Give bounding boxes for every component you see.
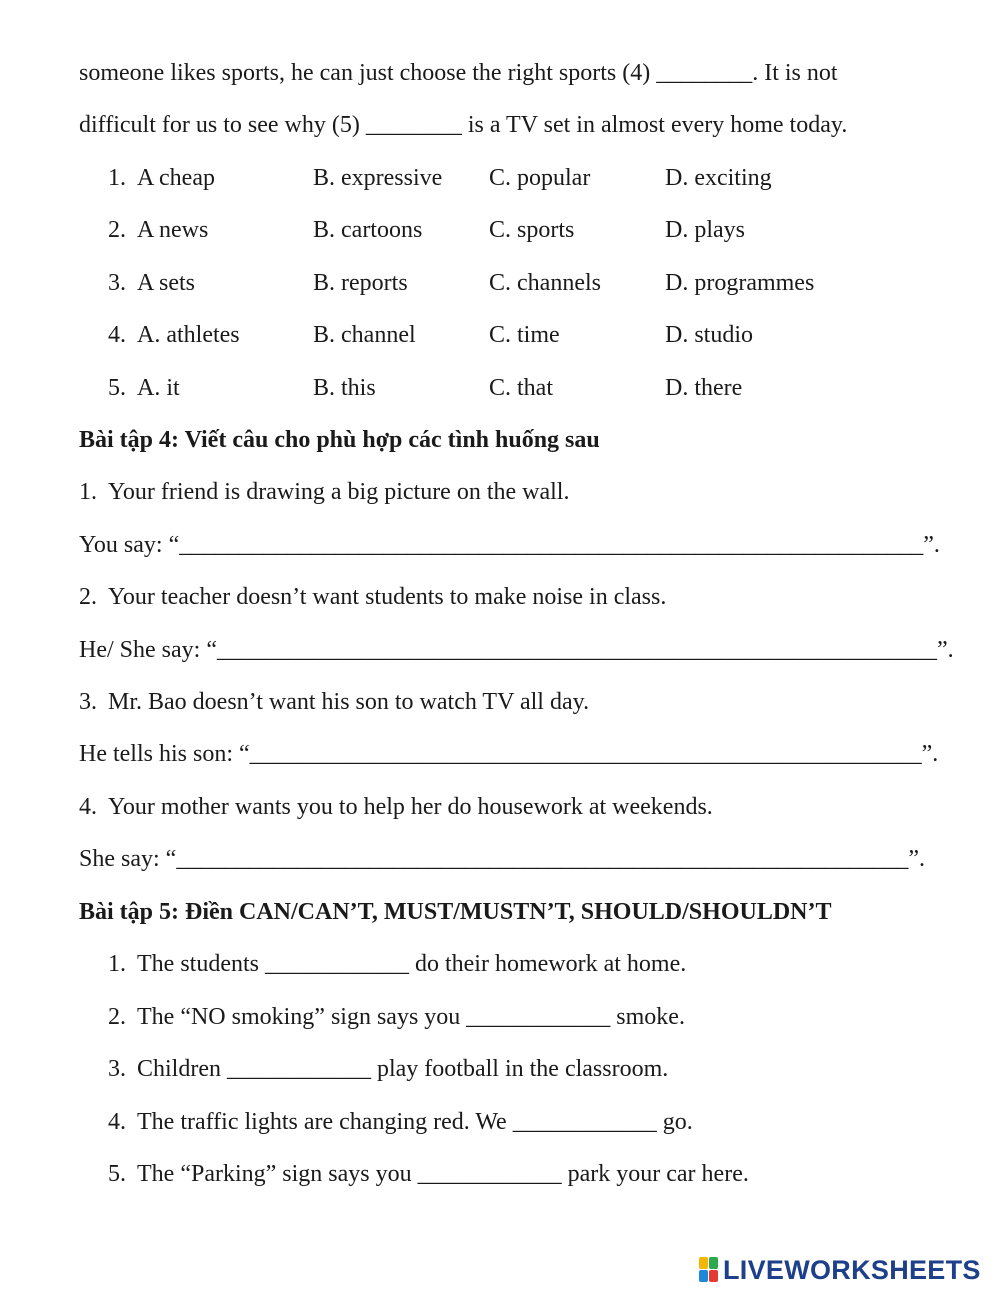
option-c: C. channels bbox=[489, 270, 601, 296]
option-d: D. there bbox=[665, 375, 743, 401]
answer-prompt[interactable]: She say: “_____________________________________________________________”. bbox=[79, 846, 925, 872]
exercise-4-item bbox=[79, 582, 666, 612]
option-row bbox=[108, 268, 815, 298]
option-number: 1. bbox=[108, 165, 126, 191]
option-number: 5. bbox=[108, 375, 126, 401]
item-number: 1. bbox=[79, 479, 97, 505]
option-b: B. reports bbox=[313, 270, 408, 296]
option-b: B. this bbox=[313, 375, 376, 401]
option-c: C. sports bbox=[489, 217, 575, 243]
exercise-5-item[interactable] bbox=[108, 1002, 685, 1032]
option-a: A. athletes bbox=[137, 322, 240, 348]
exercise-4-item bbox=[79, 792, 713, 822]
logo-block-1 bbox=[699, 1257, 708, 1269]
option-d: D. exciting bbox=[665, 165, 772, 191]
exercise-5-item[interactable] bbox=[108, 1054, 668, 1084]
exercise-5-item[interactable] bbox=[108, 1159, 749, 1189]
exercise-4-item bbox=[79, 687, 589, 717]
option-c: C. time bbox=[489, 322, 560, 348]
logo-block-4 bbox=[709, 1270, 718, 1282]
option-a: A. it bbox=[137, 375, 180, 401]
option-a: A news bbox=[137, 217, 209, 243]
liveworksheets-logo bbox=[699, 1252, 981, 1288]
answer-prompt[interactable]: He/ She say: “____________________________________________________________”. bbox=[79, 637, 954, 663]
item-number: 2. bbox=[108, 1004, 126, 1030]
sentence-text: The students ____________ do their homework at home. bbox=[137, 951, 687, 977]
option-b: B. channel bbox=[313, 322, 416, 348]
exercise-5-item[interactable] bbox=[108, 1107, 693, 1137]
sentence-text: Children ____________ play football in the classroom. bbox=[137, 1056, 669, 1082]
option-b: B. cartoons bbox=[313, 217, 423, 243]
sentence-text: The traffic lights are changing red. We ____________ go. bbox=[137, 1109, 693, 1135]
option-d: D. studio bbox=[665, 322, 754, 348]
logo-text: LIVEWORKSHEETS bbox=[723, 1254, 981, 1285]
option-row bbox=[108, 320, 754, 350]
sentence-text: The “NO smoking” sign says you ____________ smoke. bbox=[137, 1004, 685, 1030]
option-a: A cheap bbox=[137, 165, 215, 191]
item-number: 2. bbox=[79, 584, 97, 610]
exercise-4-item bbox=[79, 477, 569, 507]
option-c: C. that bbox=[489, 375, 553, 401]
option-b: B. expressive bbox=[313, 165, 443, 191]
situation-text: Your friend is drawing a big picture on the wall. bbox=[108, 479, 570, 505]
sentence-text: The “Parking” sign says you ____________ park your car here. bbox=[137, 1161, 749, 1187]
option-number: 2. bbox=[108, 217, 126, 243]
answer-prompt[interactable]: You say: “______________________________________________________________”. bbox=[79, 532, 940, 558]
option-row bbox=[108, 215, 745, 245]
option-number: 4. bbox=[108, 322, 126, 348]
situation-text: Your teacher doesn’t want students to make noise in class. bbox=[108, 584, 667, 610]
logo-block-3 bbox=[699, 1270, 708, 1282]
option-row bbox=[108, 163, 772, 193]
passage-line-2: difficult for us to see why (5) ________ is a TV set in almost every home today. bbox=[79, 112, 848, 138]
passage-line-1: someone likes sports, he can just choose the right sports (4) ________. It is not bbox=[79, 60, 838, 86]
liveworksheets-logo-icon bbox=[699, 1257, 719, 1283]
option-c: C. popular bbox=[489, 165, 591, 191]
item-number: 1. bbox=[108, 951, 126, 977]
item-number: 4. bbox=[79, 794, 97, 820]
exercise-5-heading: Bài tập 5: Điền CAN/CAN’T, MUST/MUSTN’T, SHOULD/SHOULDN’T bbox=[79, 899, 832, 925]
option-row bbox=[108, 373, 743, 403]
situation-text: Mr. Bao doesn’t want his son to watch TV all day. bbox=[108, 689, 590, 715]
item-number: 3. bbox=[108, 1056, 126, 1082]
exercise-5-item[interactable] bbox=[108, 949, 686, 979]
situation-text: Your mother wants you to help her do housework at weekends. bbox=[108, 794, 713, 820]
logo-block-2 bbox=[709, 1257, 718, 1269]
item-number: 5. bbox=[108, 1161, 126, 1187]
exercise-4-heading: Bài tập 4: Viết câu cho phù hợp các tình huống sau bbox=[79, 427, 600, 453]
option-number: 3. bbox=[108, 270, 126, 296]
option-d: D. plays bbox=[665, 217, 745, 243]
item-number: 4. bbox=[108, 1109, 126, 1135]
option-a: A sets bbox=[137, 270, 196, 296]
option-d: D. programmes bbox=[665, 270, 815, 296]
answer-prompt[interactable]: He tells his son: “________________________________________________________”. bbox=[79, 741, 939, 767]
item-number: 3. bbox=[79, 689, 97, 715]
